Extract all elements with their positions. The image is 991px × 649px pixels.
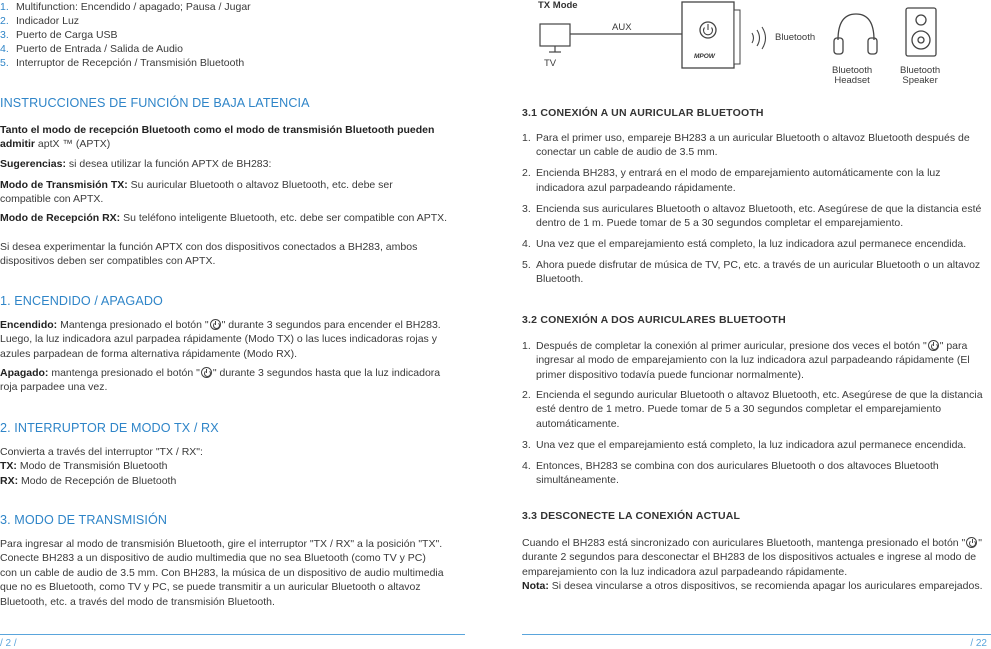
section-3-1-heading: 3.1 CONEXIÓN A UN AURICULAR BLUETOOTH [522, 107, 764, 119]
aux-label: AUX [612, 22, 632, 33]
list-item: 4. Entonces, BH283 se combina con dos auriculares Bluetooth o dos altavoces Bluetooth simultáneamente. [522, 459, 939, 487]
list-item: 5. Interruptor de Recepción / Transmisión Bluetooth [0, 57, 245, 69]
list-item: 2. Indicador Luz [0, 15, 80, 27]
speaker-icon [906, 8, 936, 56]
low-latency-heading: INSTRUCCIONES DE FUNCIÓN DE BAJA LATENCIA [0, 96, 310, 110]
tv-icon [540, 24, 570, 52]
bluetooth-label: Bluetooth [775, 32, 816, 43]
list-item: 4. Puerto de Entrada / Salida de Audio [0, 43, 183, 55]
footer-divider [0, 634, 465, 635]
diagram-title: TX Mode [538, 0, 578, 11]
suggestions-paragraph: Sugerencias: si desea utilizar la función APTX de BH283: [0, 158, 272, 170]
section-3-2-list-continued [522, 388, 991, 494]
headset-label: Bluetooth Headset [832, 65, 873, 86]
tx-mode-paragraph: Modo de Transmisión TX: Su auricular Bluetooth o altavoz Bluetooth, etc. debe ser compatible con APTX. [0, 179, 393, 206]
section-3-1-list [522, 131, 991, 293]
section-3-3-heading: 3.3 DESCONECTE LA CONEXIÓN ACTUAL [522, 510, 741, 522]
power-button-icon [210, 319, 221, 330]
headset-icon [834, 14, 877, 54]
parts-list [0, 0, 251, 70]
right-page [522, 0, 991, 648]
list-item: 4. Una vez que el emparejamiento está completo, la luz indicadora azul permanece encendida. [522, 237, 967, 250]
transmission-paragraph: Para ingresar al modo de transmisión Bluetooth, gire el interruptor "TX / RX" a la posición "TX". Conecte BH283 a un dispositivo de audio multimedia que no sea Bluetooth (como TV y PC) con un cable de audio de 3.5 mm. Con BH283, la música de un dispositivo de audio multimedia que no es Bluetooth, como TV y PC, se puede transmitir a un auricular Bluetooth o altavoz Bluetooth, etc. a través del modo de transmisión Bluetooth. [0, 538, 444, 608]
list-item: 1. Para el primer uso, empareje BH283 a un auricular Bluetooth o altavoz Bluetooth después de conectar un cable de audio de 3.5 mm. [522, 132, 970, 159]
list-item: 2. Encienda BH283, y entrará en el modo de emparejamiento automáticamente con la luz indicadora azul parpadeando rápidamente. [522, 167, 941, 194]
list-item: 5. Ahora puede disfrutar de música de TV, PC, etc. a través de un auricular Bluetooth o un altavoz Bluetooth. [522, 258, 981, 286]
list-item: 3. Puerto de Carga USB [0, 29, 118, 41]
power-button-icon [201, 367, 212, 378]
section-3-2-list [522, 339, 991, 389]
rx-mode-paragraph: Modo de Recepción RX: Su teléfono inteligente Bluetooth, etc. debe ser compatible con APTX. [0, 212, 448, 224]
tv-label: TV [544, 58, 557, 69]
left-page [0, 0, 470, 648]
section-3-2-heading: 3.2 CONEXIÓN A DOS AURICULARES BLUETOOTH [522, 314, 786, 326]
transmission-heading: 3. MODO DE TRANSMISIÓN [0, 513, 168, 527]
list-item: 1. Multifunction: Encendido / apagado; Pausa / Jugar [0, 1, 251, 13]
page-number: / 22 [970, 638, 987, 649]
power-heading: 1. ENCENDIDO / APAGADO [0, 294, 163, 308]
aptx-two-devices-paragraph: Si desea experimentar la función APTX con dos dispositivos conectados a BH283, ambos dispositivos deben ser compatibles con APTX. [0, 241, 418, 268]
list-item: 1. Después de completar la conexión al primer auricular, presione dos veces el botón " " para ingresar al modo de emparejamiento con la luz indicadora azul parpadeando rápidamente (El primer dispositivo todavía puede funcionar normalmente). [522, 340, 970, 381]
power-off-paragraph: Apagado: mantenga presionado el botón " " durante 3 segundos hasta que la luz indicadora roja parpadee una vez. [0, 367, 441, 394]
aptx-paragraph: Tanto el modo de recepción Bluetooth como el modo de transmisión Bluetooth pueden admitir aptX ™ (APTX) [0, 124, 435, 151]
list-item: 3. Una vez que el emparejamiento está completo, la luz indicadora azul permanece encendida. [522, 438, 967, 451]
brand-logo: MPOW [694, 53, 715, 60]
power-button-icon [966, 537, 977, 548]
switch-heading: 2. INTERRUPTOR DE MODO TX / RX [0, 421, 219, 435]
tx-mode-diagram [522, 0, 991, 92]
footer-divider [522, 634, 991, 635]
speaker-label: Bluetooth Speaker [900, 65, 941, 86]
section-3-3-paragraph: Cuando el BH283 está sincronizado con auriculares Bluetooth, mantenga presionado el botón " " durante 2 segundos para desconectar el BH283 de los dispositivos actuales e ingrese al modo de emparejamiento con la luz indicadora azul parpadeando rápidamente. Nota: Si desea vincularse a otros dispositivos, se recomienda apagar los auriculares emparejados. [522, 537, 983, 593]
power-on-paragraph: Encendido: Mantenga presionado el botón " " durante 3 segundos para encender el BH283. Luego, la luz indicadora azul parpadea rápidamente (Modo TX) o las luces indicadoras rojas y azules parpadean de forma alternativa rápidamente (Modo RX). [0, 319, 441, 360]
page-number: / 2 / [0, 638, 17, 649]
switch-paragraph: Convierta a través del interruptor "TX / RX": TX: Modo de Transmisión Bluetooth RX: Modo de Recepción de Bluetooth [0, 446, 203, 487]
power-button-icon [928, 340, 939, 351]
list-item: 3. Encienda sus auriculares Bluetooth o altavoz Bluetooth, etc. Asegúrese de que la distancia esté dentro de 1 m. Puede tomar de 5 a 30 segundos completar el emparejamiento. [522, 202, 982, 230]
bluetooth-waves-icon [752, 27, 766, 49]
list-item: 2. Encienda el segundo auricular Bluetooth o altavoz Bluetooth, etc. Asegúrese de que la distancia esté dentro de 1 metro. Puede tomar de 5 a 30 segundos completar el emparejamiento automáticamente. [522, 389, 983, 430]
